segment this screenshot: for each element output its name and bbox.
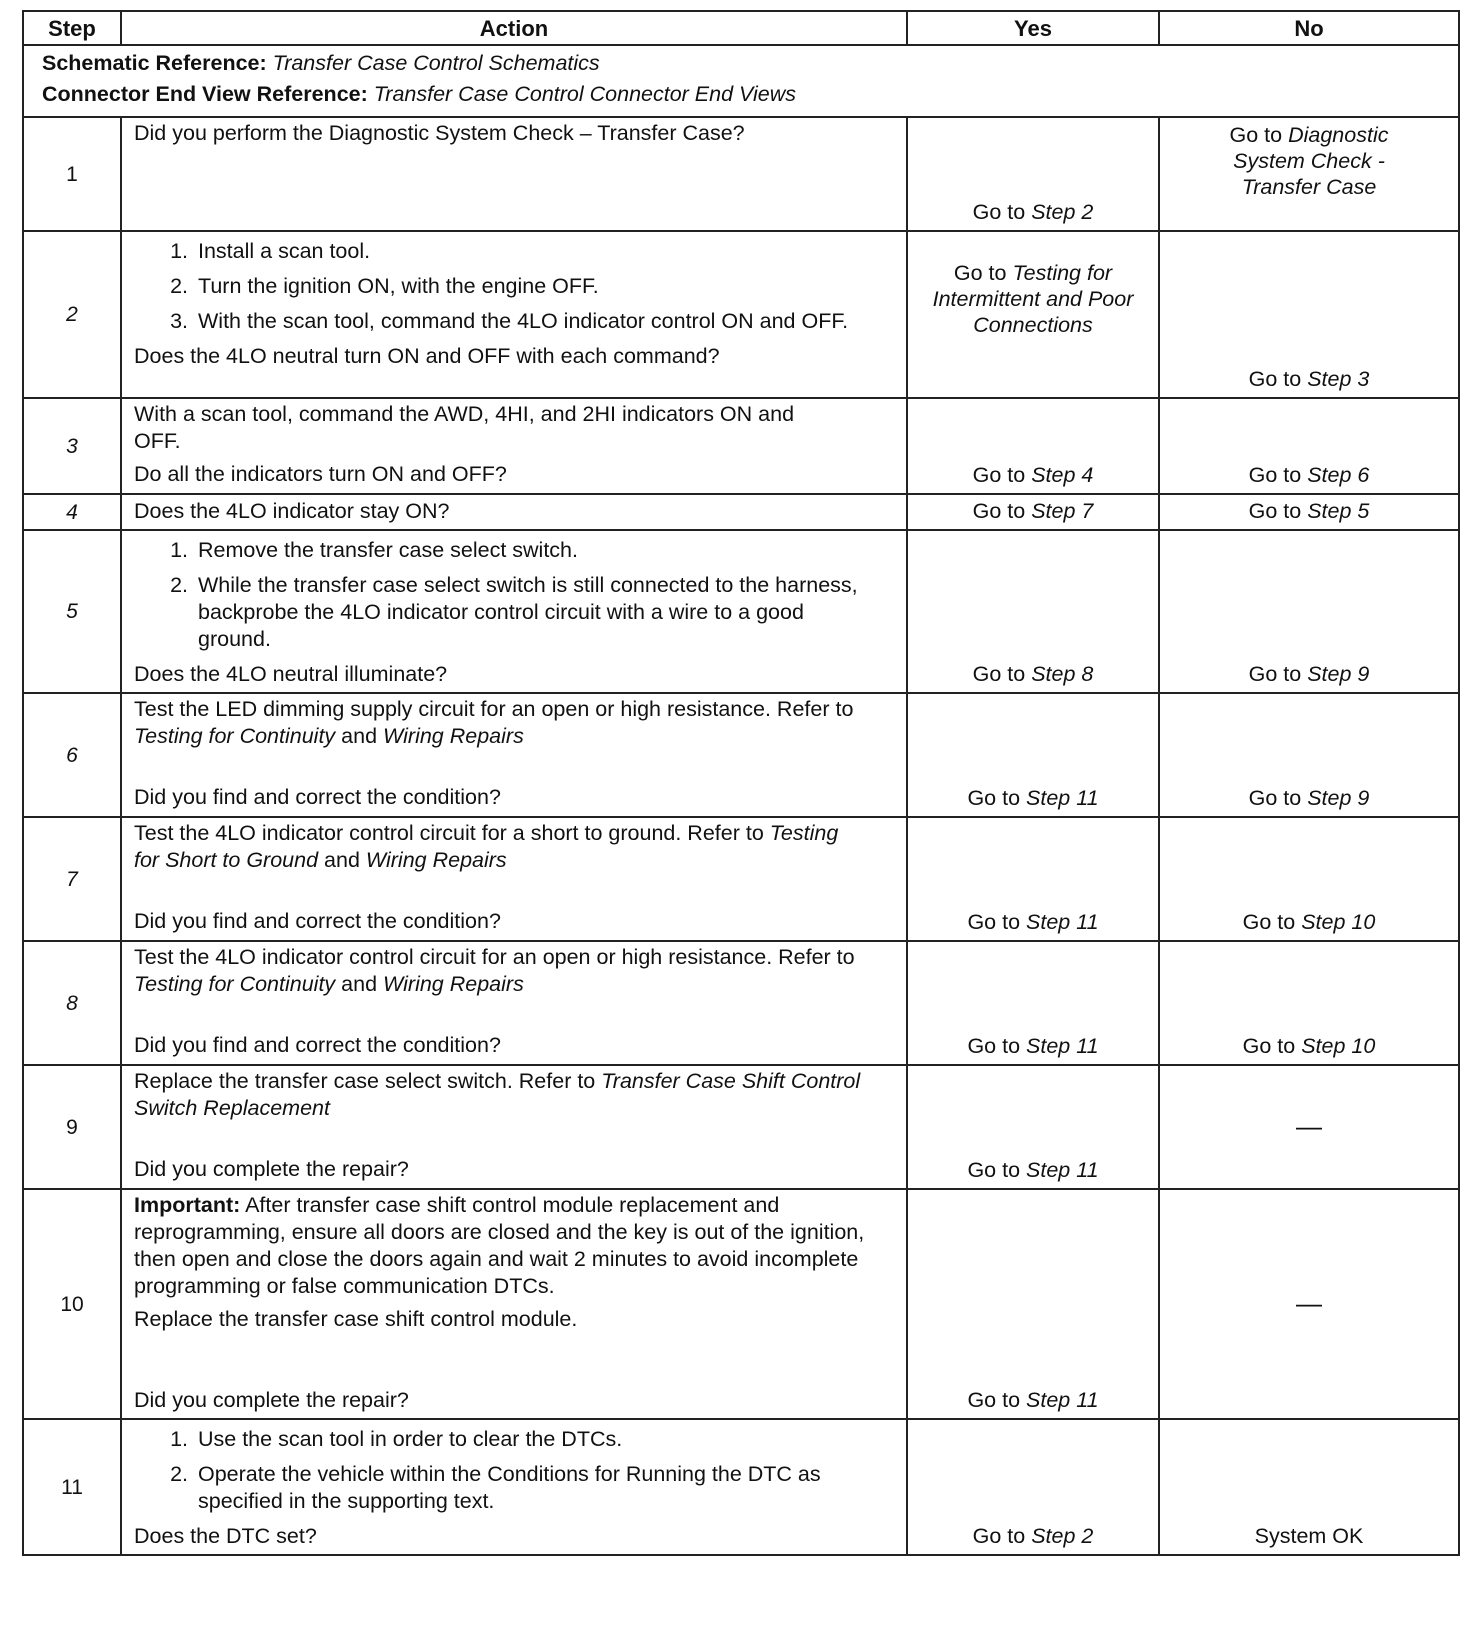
table-row: 1 Did you perform the Diagnostic System Check – Transfer Case? Go to Step 2 Go to Diagnostic System Check - Transfer Case — [23, 117, 1459, 231]
table-row: 10 Important: After transfer case shift control module replacement and reprogramming, ensure all doors are closed and the key is out of the ignition, then open and close the doors again and wait 2 minutes to avoid incomplete programming or false communication DTCs. Replace the transfer case shift control module. Did you complete the repair? Go to Step 11 — — [23, 1189, 1459, 1419]
yes-link[interactable]: Step 7 — [1031, 498, 1094, 523]
table-row: 7 Test the 4LO indicator control circuit for a short to ground. Refer to Testing for Short to Ground and Wiring Repairs Did you find and correct the condition? Go to Step 11 Go to Step 10 — [23, 817, 1459, 941]
no-link[interactable]: Step 9 — [1307, 786, 1370, 810]
header-no: No — [1159, 11, 1459, 45]
step-number: 2 — [66, 303, 78, 326]
yes-link[interactable]: Step 11 — [1026, 1388, 1099, 1412]
step-number: 10 — [60, 1292, 84, 1316]
reference-link[interactable]: Wiring Repairs — [383, 724, 524, 748]
header-row — [23, 11, 1459, 45]
step-question: Did you find and correct the condition? — [134, 1033, 501, 1057]
header-action: Action — [121, 11, 907, 45]
step-question: Does the 4LO indicator stay ON? — [134, 498, 450, 523]
no-link[interactable]: Step 10 — [1301, 910, 1376, 934]
table-row: 8 Test the 4LO indicator control circuit for an open or high resistance. Refer to Testing for Continuity and Wiring Repairs Did you find and correct the condition? Go to Step 11 Go to Step 10 — [23, 941, 1459, 1065]
no-link[interactable]: Step 10 — [1301, 1034, 1376, 1058]
reference-link[interactable]: Wiring Repairs — [365, 848, 507, 872]
step-question: Did you find and correct the condition? — [134, 909, 501, 933]
step-question: Does the 4LO neutral turn ON and OFF with each command? — [134, 344, 720, 368]
no-link[interactable]: Step 3 — [1307, 367, 1370, 391]
no-link[interactable]: Step 5 — [1307, 498, 1370, 523]
connector-reference-link[interactable]: Transfer Case Control Connector End Views — [373, 82, 796, 106]
step-number: 6 — [66, 743, 78, 767]
table-row: 9 Replace the transfer case select switch. Refer to Transfer Case Shift Control Switch Replacement Did you complete the repair? Go to Step 11 — — [23, 1065, 1459, 1189]
no-link[interactable]: Diagnostic — [1288, 123, 1389, 147]
header-yes: Yes — [907, 11, 1159, 45]
step-number: 8 — [66, 991, 78, 1015]
no-link[interactable]: Step 6 — [1307, 463, 1370, 487]
important-label: Important: — [134, 1193, 241, 1217]
table-row: 11 1. Use the scan tool in order to clear the DTCs. 2. Operate the vehicle within the Conditions for Running the DTC as specified in the supporting text. Does the DTC set? Go to Step 2 System OK — [23, 1419, 1459, 1555]
step-number: 9 — [66, 1115, 78, 1139]
step-question: Did you perform the Diagnostic System Check – Transfer Case? — [134, 121, 745, 145]
table-row: 3 With a scan tool, command the AWD, 4HI, and 2HI indicators ON and OFF. Do all the indicators turn ON and OFF? Go to Step 4 Go to Step 6 — [23, 398, 1459, 494]
step-number: 4 — [66, 500, 78, 524]
table-row: 6 Test the LED dimming supply circuit for an open or high resistance. Refer to Testing for Continuity and Wiring Repairs Did you find and correct the condition? Go to Step 11 Go to Step 9 — [23, 693, 1459, 817]
step-question: Do all the indicators turn ON and OFF? — [134, 462, 507, 486]
yes-link[interactable]: Step 11 — [1026, 1034, 1099, 1058]
yes-link[interactable]: Step 8 — [1031, 662, 1094, 686]
connector-reference-row — [23, 81, 1459, 117]
step-number: 1 — [66, 162, 78, 186]
table-row: 4 Does the 4LO indicator stay ON? Go to Step 7 Go to Step 5 — [23, 494, 1459, 530]
header-step: Step — [23, 11, 121, 45]
step-question: Does the 4LO neutral illuminate? — [134, 662, 448, 686]
reference-link[interactable]: Testing for Continuity — [134, 972, 336, 996]
no-dash: — — [1296, 1287, 1322, 1318]
no-dash: — — [1296, 1110, 1322, 1141]
yes-link[interactable]: Step 11 — [1026, 910, 1099, 934]
step-number: 5 — [66, 600, 78, 623]
reference-link[interactable]: Transfer Case Shift Control Switch Replacement — [134, 1069, 861, 1120]
yes-link[interactable]: Step 11 — [1026, 1158, 1099, 1182]
step-question: Did you complete the repair? — [134, 1388, 409, 1412]
diagnostic-table — [22, 10, 1460, 1556]
yes-link[interactable]: Step 11 — [1026, 786, 1099, 810]
yes-link[interactable]: Step 2 — [1031, 1524, 1094, 1548]
step-question: Does the DTC set? — [134, 1524, 317, 1548]
connector-reference-label: Connector End View Reference: — [42, 82, 368, 106]
reference-link[interactable]: Wiring Repairs — [383, 972, 524, 996]
reference-link[interactable]: Testing for Short to Ground — [134, 821, 839, 872]
table-row: 5 1. Remove the transfer case select switch. 2. While the transfer case select switch is still connected to the harness, backprobe the 4LO indicator control circuit with a wire to a good ground. Does the 4LO neutral illuminate? Go to Step 8 Go to Step 9 — [23, 530, 1459, 693]
yes-link[interactable]: Step 2 — [1031, 200, 1094, 224]
important-text: After transfer case shift control module replacement and reprogramming, ensure all doors are closed and the key is out of the ignition, then open and close the doors again and wait 2 minutes to avoid incomplete programming or false communication DTCs. — [134, 1193, 865, 1298]
yes-link[interactable]: Step 4 — [1031, 463, 1094, 487]
reference-link[interactable]: Testing for Continuity — [134, 724, 336, 748]
step-question: Did you complete the repair? — [134, 1157, 409, 1181]
schematic-reference-row — [23, 45, 1459, 81]
no-result: System OK — [1254, 1524, 1364, 1548]
schematic-reference-link[interactable]: Transfer Case Control Schematics — [272, 51, 600, 75]
step-question: Did you find and correct the condition? — [134, 785, 501, 809]
schematic-reference-label: Schematic Reference: — [42, 51, 267, 75]
step-number: 3 — [66, 434, 78, 458]
step-number: 11 — [61, 1475, 83, 1499]
step-number: 7 — [66, 867, 78, 891]
yes-link[interactable]: Testing for — [1012, 261, 1113, 285]
no-link[interactable]: Step 9 — [1307, 662, 1370, 686]
table-row: 2 1. Install a scan tool. 2. Turn the ignition ON, with the engine OFF. 3. With the scan tool, command the 4LO indicator control ON and OFF. Does the 4LO neutral turn ON and OFF with each command? Go to Testing for Intermittent and Poor Connections Go to Step 3 — [23, 231, 1459, 398]
